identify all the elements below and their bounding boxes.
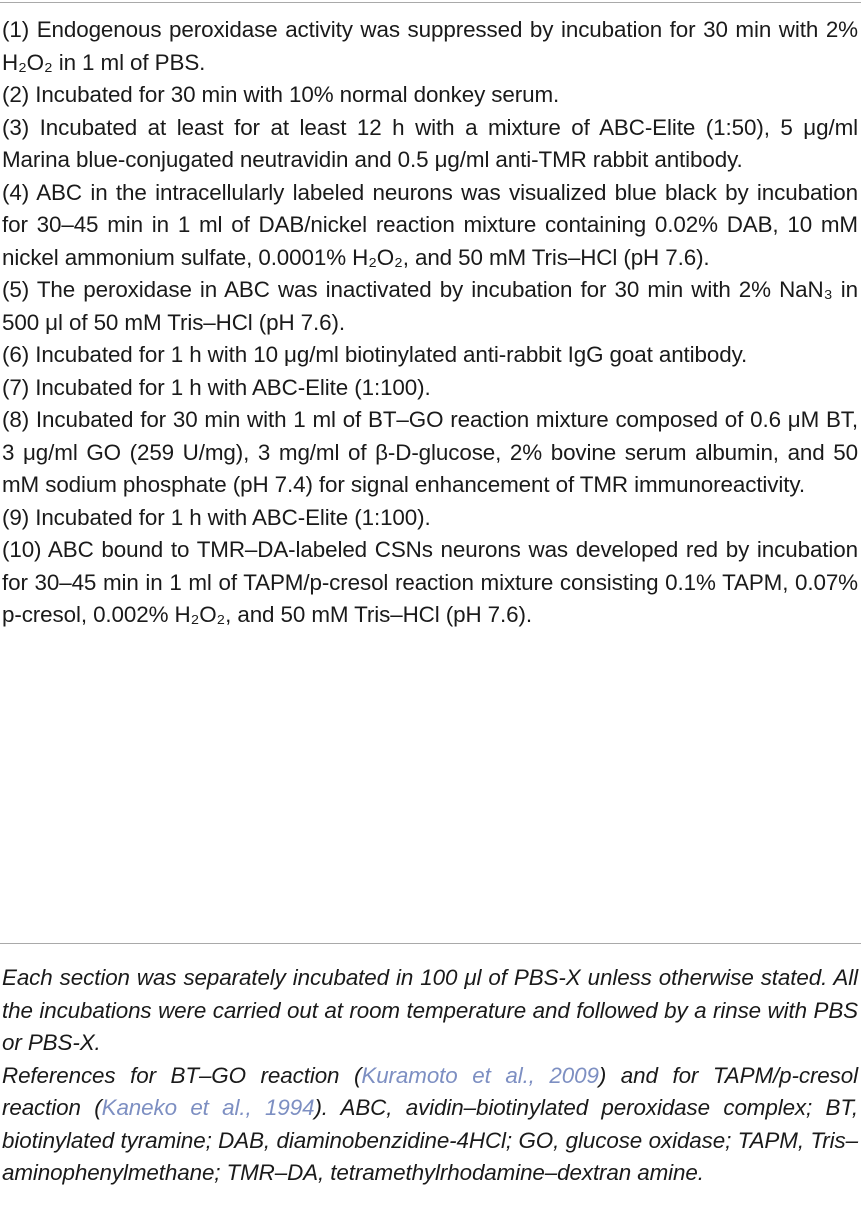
- step-number: (10): [2, 537, 42, 562]
- step-number: (4): [2, 179, 30, 205]
- step-text: ABC bound to TMR–DA-labeled CSNs neurons was developed red by incubation for 30–45 min in 1 ml of TAPM/p-cresol reaction mixture consisting 0.1% TAPM, 0.07% p-cresol, 0.002% H₂O₂, and 50 mM Tris–HCl (pH 7.6).: [2, 537, 858, 627]
- footnote-abbreviations: ). ABC, avidin–biotinylated peroxidase complex; BT, biotinylated tyramine; DAB, diaminobenzidine-4HCl; GO, glucose oxidase; TAPM, Tris–aminophenylmethane; TMR–DA, tetramethylrhodamine–dextran amine.: [2, 1095, 859, 1185]
- step-text: ABC in the intracellularly labeled neurons was visualized blue black by incubation for 30–45 min in 1 ml of DAB/nickel reaction mixture containing 0.02% DAB, 10 mM nickel ammonium sulfate, 0.0001% H₂O₂, and 50 mM Tris–HCl (pH 7.6).: [2, 179, 859, 270]
- protocol-step: [2, 79, 858, 112]
- protocol-step: [2, 14, 858, 79]
- step-text: Incubated for 1 h with 10 μg/ml biotinylated anti-rabbit IgG goat antibody.: [35, 342, 748, 367]
- footnote-general: Each section was separately incubated in 100 μl of PBS-X unless otherwise stated. All the incubations were carried out at room temperature and followed by a rinse with PBS or PBS-X.: [2, 965, 858, 1055]
- step-number: (3): [2, 114, 30, 140]
- protocol-step: [2, 112, 858, 177]
- table-footnotes: [2, 962, 858, 1190]
- step-number: (8): [2, 407, 30, 432]
- step-number: (7): [2, 374, 30, 400]
- citation-link-kaneko[interactable]: Kaneko et al., 1994: [101, 1095, 315, 1120]
- step-text: Incubated for 1 h with ABC-Elite (1:100).: [35, 374, 431, 400]
- protocol-step: [2, 502, 858, 535]
- protocol-steps: [2, 14, 858, 632]
- footnote-references: [2, 1060, 858, 1190]
- citation-link-kuramoto[interactable]: Kuramoto et al., 2009: [361, 1062, 599, 1088]
- protocol-step: [2, 274, 858, 339]
- step-text: Endogenous peroxidase activity was suppressed by incubation for 30 min with 2% H₂O₂ in 1 ml of PBS.: [2, 17, 858, 75]
- step-number: (2): [2, 82, 30, 107]
- protocol-step: [2, 372, 858, 405]
- table-top-rule: [0, 2, 861, 3]
- step-text: Incubated for 30 min with 1 ml of BT–GO reaction mixture composed of 0.6 μM BT, 3 μg/ml GO (259 U/mg), 3 mg/ml of β-D-glucose, 2% bovine serum albumin, and 50 mM sodium phosphate (pH 7.4) for signal enhancement of TMR immunoreactivity.: [2, 407, 858, 497]
- protocol-step: [2, 404, 858, 502]
- protocol-step: [2, 339, 858, 372]
- step-text: The peroxidase in ABC was inactivated by incubation for 30 min with 2% NaN₃ in 500 μl of 50 mM Tris–HCl (pH 7.6).: [2, 277, 858, 335]
- footnote-ref-middle: ) and for TAPM/p-cresol reaction (: [2, 1062, 858, 1120]
- footnote-ref-prefix: References for BT–GO reaction (: [2, 1062, 362, 1088]
- step-number: (9): [2, 504, 30, 530]
- step-number: (5): [2, 277, 30, 302]
- step-text: Incubated at least for at least 12 h with a mixture of ABC-Elite (1:50), 5 μg/ml Marina blue-conjugated neutravidin and 0.5 μg/ml anti-TMR rabbit antibody.: [2, 114, 859, 172]
- protocol-step: [2, 177, 858, 275]
- step-text: Incubated for 30 min with 10% normal donkey serum.: [35, 82, 560, 107]
- step-number: (1): [2, 17, 30, 42]
- step-number: (6): [2, 342, 30, 367]
- protocol-step: [2, 534, 858, 632]
- table-footer-rule: [0, 943, 861, 944]
- step-text: Incubated for 1 h with ABC-Elite (1:100).: [35, 504, 431, 530]
